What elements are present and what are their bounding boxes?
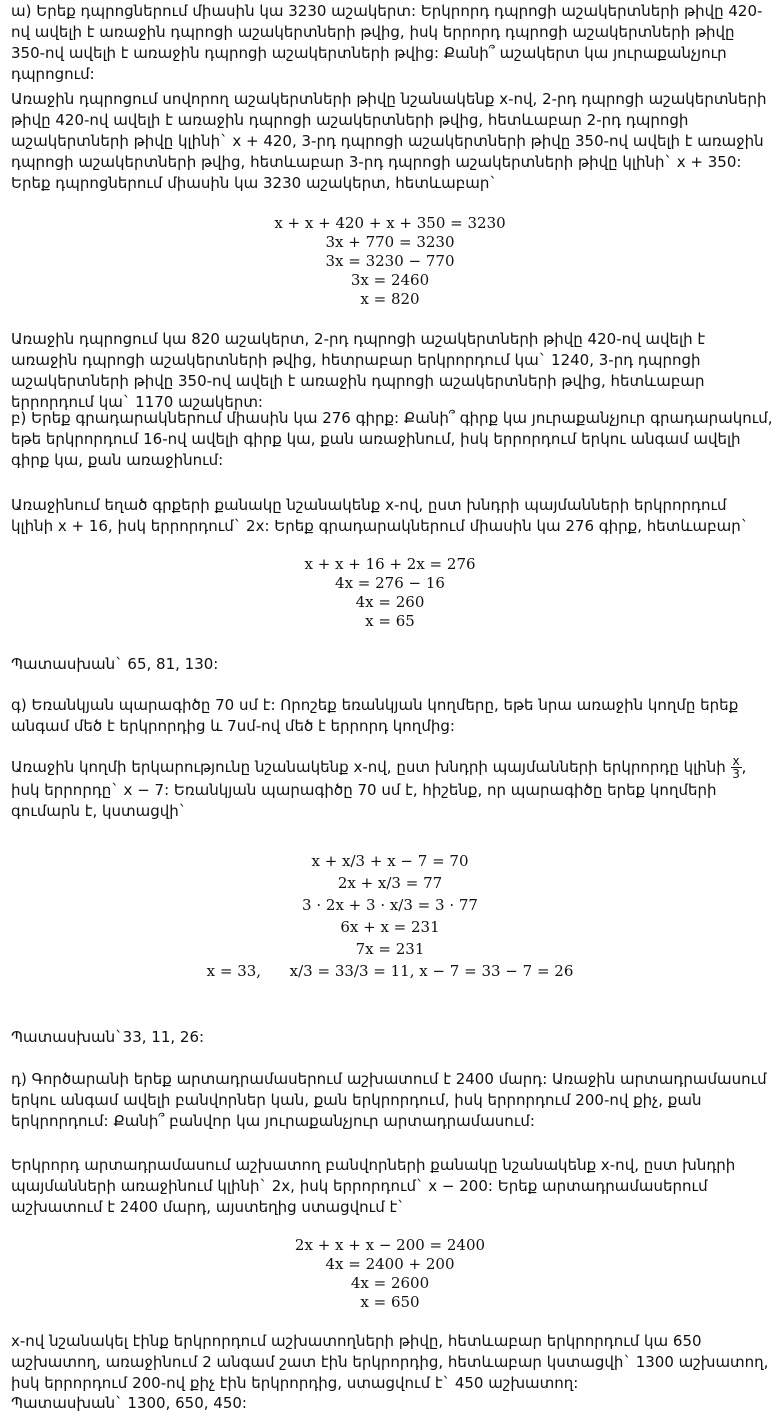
solution-b-text: Առաջինում եղած գրքերի քանակը նշանակենք x-ով, ըստ խնդրի պայմանների երկրորդում կլինի x + 16, իսկ երրորդում` 2x: Երեք գրադարակներում միասին կա 276 գիրք, հետևաբար` xyxy=(11,496,749,535)
equation-line: 6x + x = 231 xyxy=(340,918,440,936)
problem-b-text: բ) Երեք գրադարակներում միասին կա 276 գիրք: Քանի՞ գիրք կա յուրաքանչյուր գրադարակում, եթե երկրորդում 16-ով ավելի գիրք կա, քան առաջինում, իսկ երրորդում երկու անգամ ավելի գիրք կա, քան առաջինում: xyxy=(11,409,773,469)
solution-c-part2: , իսկ երրորդը` x − 7: Եռանկյան պարագիծը 70 սմ է, հիշենք, որ պարագիծը երեք կողմերի գումարն է, կստացվի` xyxy=(11,758,747,820)
answer-d-text: Պատասխան` 1300, 650, 450: xyxy=(11,1394,247,1412)
fraction-denominator: 3 xyxy=(732,767,740,781)
equation-line: 4x = 2400 + 200 xyxy=(325,1255,455,1273)
equation-line: 3x + 770 = 3230 xyxy=(325,233,455,251)
equation-line: 4x = 2600 xyxy=(350,1274,430,1292)
solution-c-text xyxy=(11,755,773,822)
equation-line: 3x = 3230 − 770 xyxy=(325,252,455,270)
solution-c-part1: Առաջին կողմի երկարությունը նշանակենք x-ով, ըստ խնդրի պայմանների երկրորդը կլինի xyxy=(11,758,726,776)
equations-a xyxy=(0,214,780,309)
answer-c-text: Պատասխան`33, 11, 26: xyxy=(11,1028,205,1046)
equation-line: x = 650 xyxy=(360,1293,420,1311)
equation-line: 2x + x + x − 200 = 2400 xyxy=(294,1236,486,1254)
equation-line: x + x + 16 + 2x = 276 xyxy=(304,555,476,573)
equation-line: 2x + x/3 = 77 xyxy=(337,874,443,892)
problem-d-text: դ) Գործարանի երեք արտադրամասերում աշխատում է 2400 մարդ: Առաջին արտադրամասում երկու անգամ ավելի բանվորներ կան, քան երկրորդում, իսկ երրորդում 200-ով քիչ, քան երկրորդում: Քանի՞ բանվոր կա յուրաքանչյուր արտադրամասում: xyxy=(11,1070,767,1130)
conclusion-a-text: Առաջին դպրոցում կա 820 աշակերտ, 2-րդ դպրոցի աշակերտների թիվը 420-ով ավելի է առաջին դպրոցի աշակերտների թվից, հետրաբար երկրորդում կա` 1240, 3-րդ դպրոցի աշակերտների թիվը 350-ով ավելի է առաջին դպրոցի աշակերտների թվից, հետևաբար երրորդում կա` 1170 աշակերտ: xyxy=(11,330,706,411)
equation-line: 4x = 276 − 16 xyxy=(335,574,445,592)
problem-c-text: գ) Եռանկյան պարագիծը 70 սմ է: Որոշեք եռանկյան կողմերը, եթե նրա առաջին կողմը երեք անգամ մեծ է երկրորդից և 7սմ-ով մեծ է երրորդ կողմից: xyxy=(11,696,739,735)
solution-d-text: Երկրորդ արտադրամասում աշխատող բանվորների քանակը նշանակենք x-ով, ըստ խնդրի պայմանների առաջինում կլինի` 2x, իսկ երրորդում` x − 200: Երեք արտադրամասերում աշխատում է 2400 մարդ, այստեղից ստացվում է` xyxy=(11,1156,736,1216)
equation-line: x + x + 420 + x + 350 = 3230 xyxy=(274,214,506,232)
equation-line: x = 820 xyxy=(360,290,420,308)
fraction-x-over-3 xyxy=(731,755,742,780)
equations-d xyxy=(0,1236,780,1312)
equation-line-result xyxy=(0,960,780,982)
equation-line: 3x = 2460 xyxy=(350,271,430,289)
equation-line: x = 65 xyxy=(365,612,415,630)
problem-a-text: ա) Երեք դպրոցներում միասին կա 3230 աշակերտ: Երկրորդ դպրոցի աշակերտների թիվը 420-ով ավելի է առաջին դպրոցի աշակերտների թվից, իսկ երրորդ դպրոցի աշակերտների թիվը 350-ով ավելի է առաջին դպրոցի աշակերտների թվից: Քանի՞ աշակերտ կա յուրաքանչյուր դպրոցում: xyxy=(11,2,763,83)
equation-line: x + x/3 + x − 7 = 70 xyxy=(311,852,469,870)
fraction-numerator: x xyxy=(732,754,740,768)
equation-line: 7x = 231 xyxy=(355,940,425,958)
equations-c xyxy=(0,850,780,982)
equation-result-left: x = 33, xyxy=(206,962,262,980)
answer-b-text: Պատասխան` 65, 81, 130: xyxy=(11,655,219,673)
solution-a-text: Առաջին դպրոցում սովորող աշակերտների թիվը նշանակենք x-ով, 2-րդ դպրոցի աշակերտների թիվը 420-ով ավելի է առաջին դպրոցի աշակերտների թվից, հետևաբար 2-րդ դպրոցի աշակերտների թիվը կլինի` x + 420, 3-րդ դպրոցի աշակերտների թիվը 350-ով ավելի է առաջին դպրոցի աշակերտների թվից, հետևաբար 3-րդ դպրոցի աշակերտների թիվը կլինի` x + 350: Երեք դպրոցներում միասին կա 3230 աշակերտ, հետևաբար` xyxy=(11,90,767,192)
conclusion-d-text: x-ով նշանակել էինք երկրորդում աշխատողների թիվը, հետևաբար երկրորդում կա 650 աշխատող, առաջինում 2 անգամ շատ էին երկրորդից, հետևաբար կստացվի` 1300 աշխատող, իսկ երրորդում 200-ով քիչ էին երկրորդից, ստացվում է` 450 աշխատող: xyxy=(11,1332,769,1392)
equation-line: 4x = 260 xyxy=(355,593,425,611)
equations-b xyxy=(0,555,780,631)
equation-result-right: x/3 = 33/3 = 11, x − 7 = 33 − 7 = 26 xyxy=(289,962,574,980)
equation-line: 3 · 2x + 3 · x/3 = 3 · 77 xyxy=(302,896,478,914)
